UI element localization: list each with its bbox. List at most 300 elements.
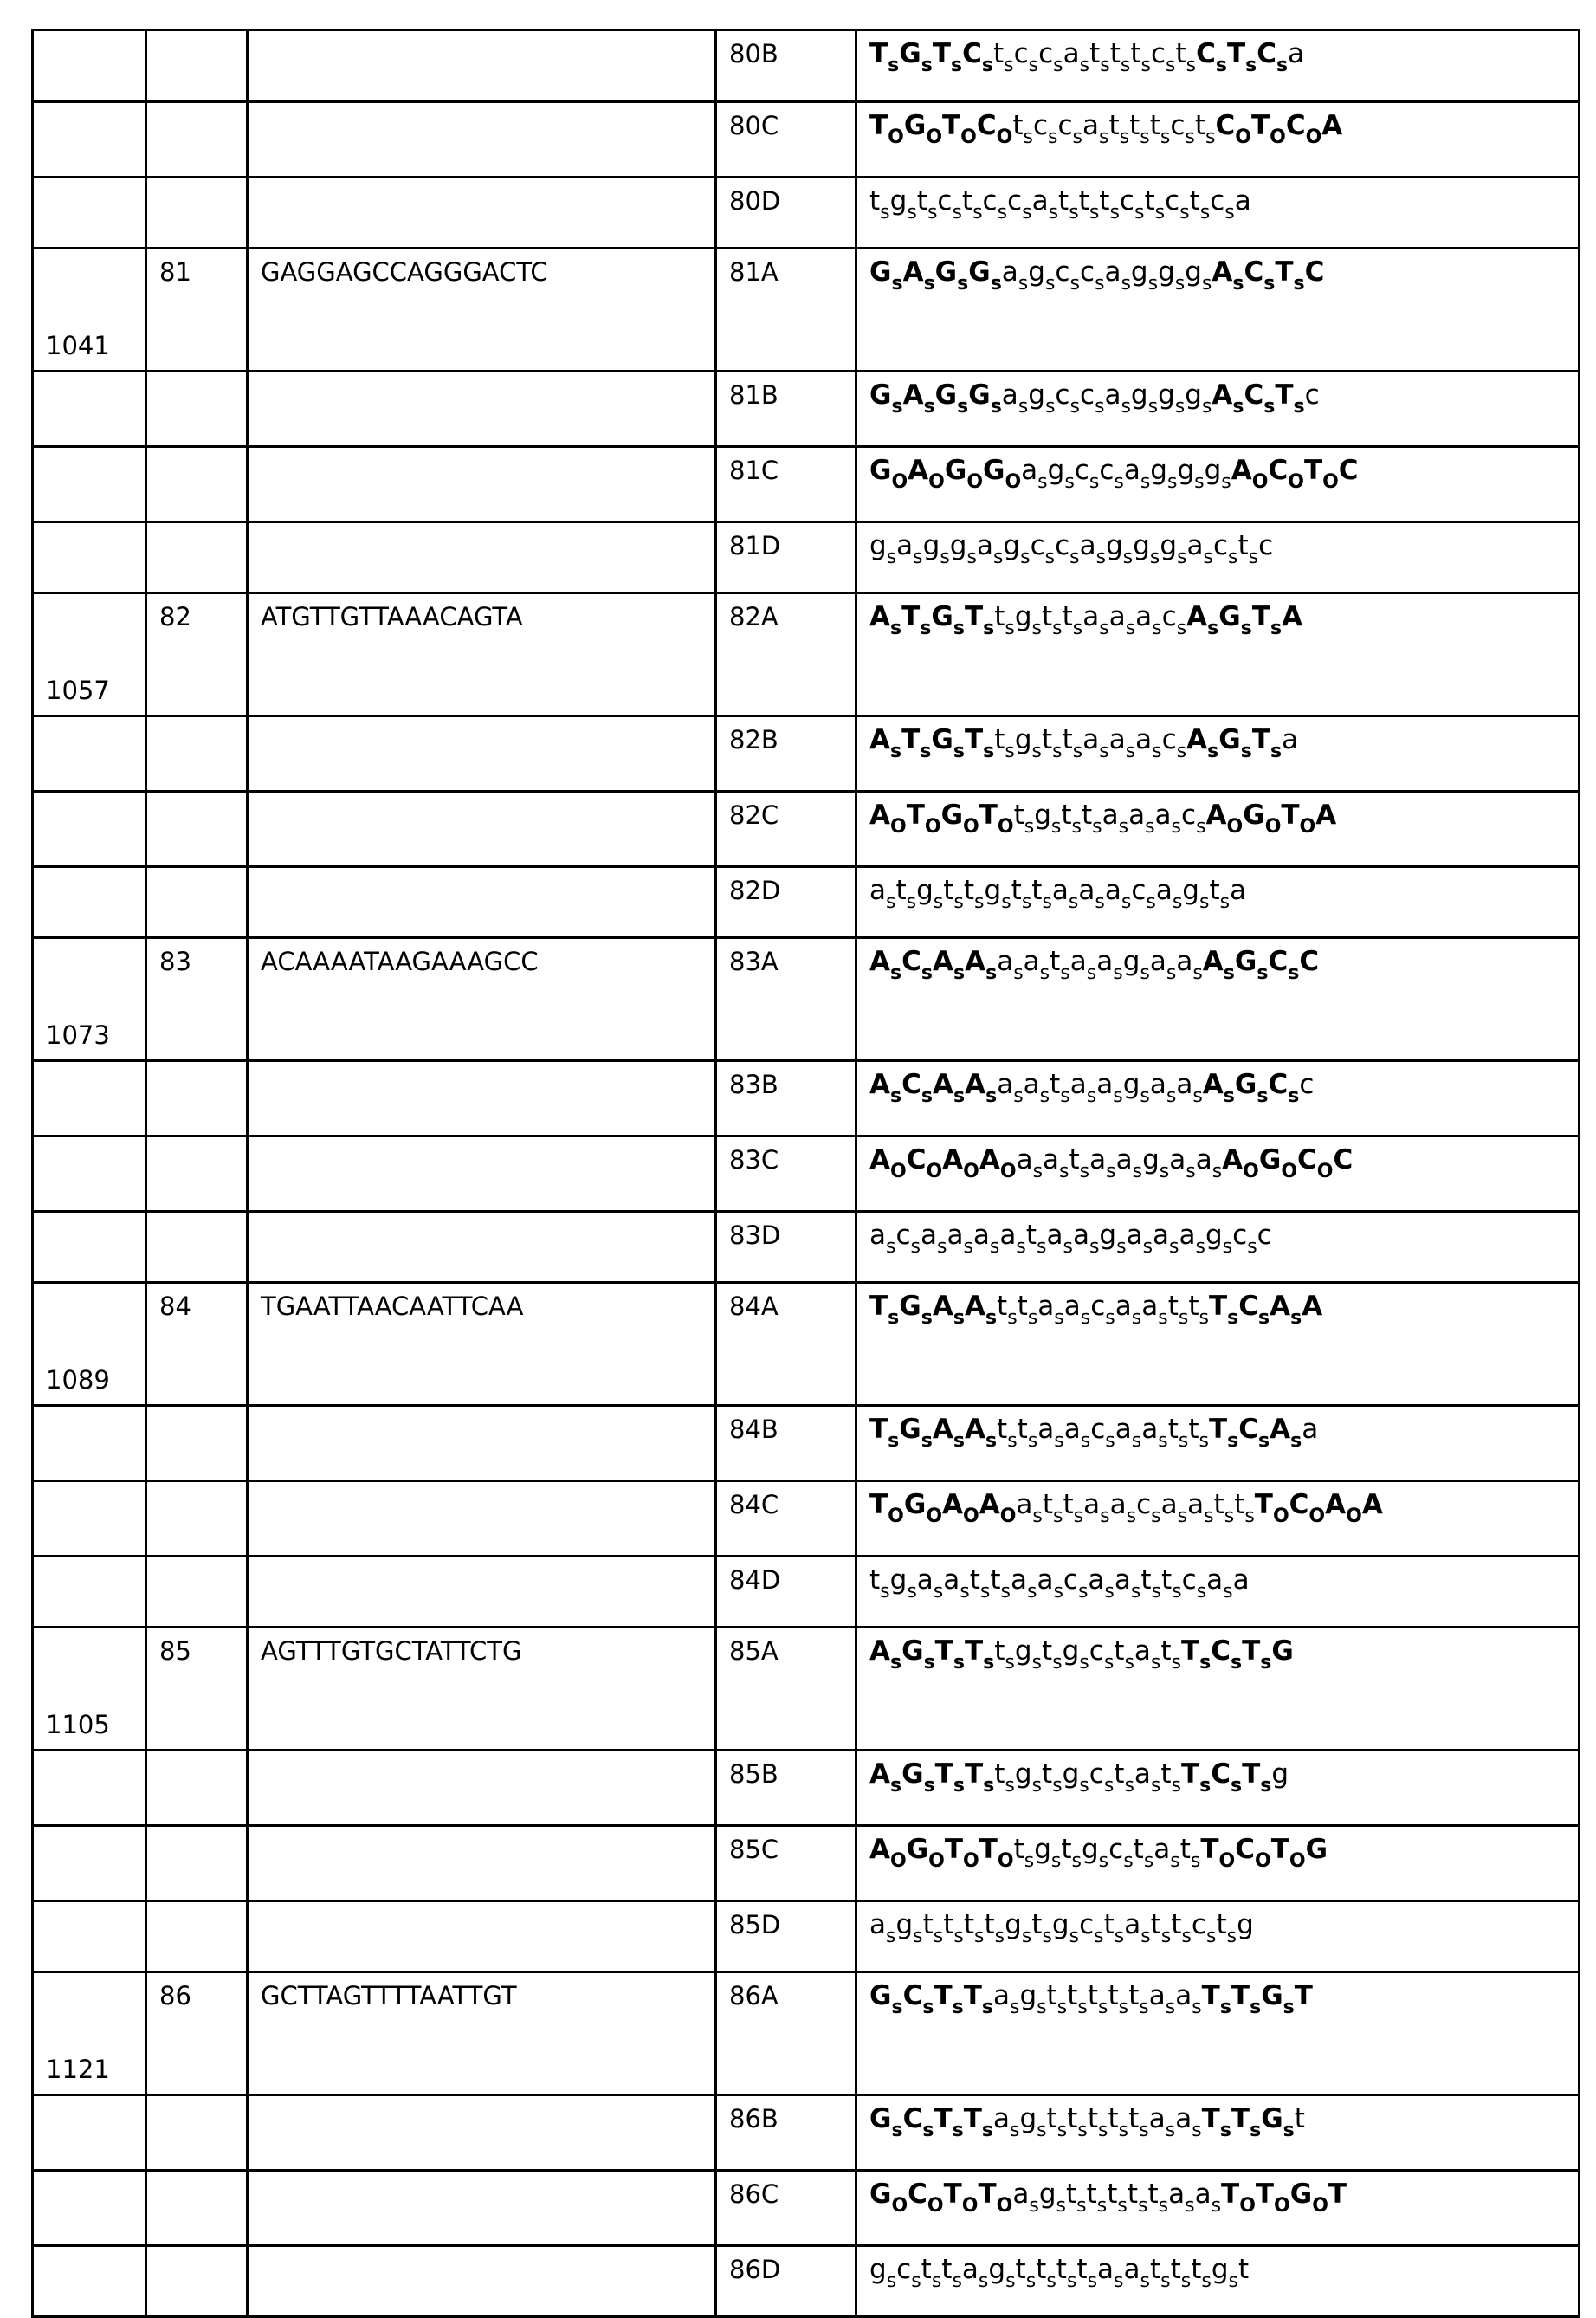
modified-sequence-cell <box>856 372 1580 447</box>
modified-sequence-cell <box>856 447 1580 522</box>
linkage-subscript: O <box>928 1850 945 1872</box>
linkage-subscript: s <box>891 1997 902 2018</box>
oligo-id-cell: 83D <box>716 1212 856 1283</box>
linkage-subscript: s <box>1105 1430 1115 1452</box>
nucleotide: c <box>1108 1834 1123 1865</box>
nucleotide: t <box>1161 1564 1172 1596</box>
linkage-subscript: s <box>1143 1236 1153 1258</box>
modified-sequence-cell <box>856 178 1580 249</box>
linkage-subscript: O <box>962 2195 979 2217</box>
oligo-number-cell <box>146 2246 248 2317</box>
nucleotide: a <box>1115 1564 1131 1596</box>
nucleotide: t <box>943 875 953 906</box>
linkage-subscript: s <box>1220 1997 1231 2018</box>
linkage-subscript: s <box>1178 1505 1187 1527</box>
nucleotide: t <box>1114 1758 1124 1790</box>
nucleotide: t <box>1168 1291 1179 1322</box>
nucleotide: G <box>1261 1980 1283 2011</box>
nucleotide: T <box>1255 1489 1273 1520</box>
target-sequence-cell <box>248 102 716 178</box>
target-sequence-cell <box>248 1212 716 1283</box>
modified-sequence-cell <box>856 867 1580 938</box>
nucleotide: T <box>965 1758 983 1790</box>
nucleotide: c <box>1099 455 1114 486</box>
nucleotide: c <box>1120 185 1134 217</box>
linkage-subscript: s <box>888 1307 899 1329</box>
linkage-subscript: s <box>1054 1307 1063 1329</box>
nucleotide: C <box>977 110 997 141</box>
nucleotide: C <box>1268 946 1288 977</box>
linkage-subscript: s <box>1138 2195 1147 2217</box>
linkage-subscript: s <box>1053 55 1063 76</box>
nucleotide: A <box>869 1144 890 1175</box>
nucleotide: T <box>869 38 888 69</box>
linkage-subscript: O <box>890 1161 907 1182</box>
oligo-id-cell: 83A <box>716 938 856 1061</box>
nucleotide: C <box>1244 256 1264 288</box>
linkage-subscript: s <box>1177 547 1186 568</box>
nucleotide: t <box>1191 2254 1201 2285</box>
linkage-subscript: s <box>980 1581 990 1603</box>
nucleotide: a <box>869 875 886 906</box>
nucleotide: t <box>1108 110 1119 141</box>
nucleotide: G <box>931 724 953 755</box>
nucleotide: t <box>1180 1834 1191 1865</box>
nucleotide: G <box>869 2103 891 2134</box>
nucleotide: c <box>1080 379 1095 411</box>
table-row <box>33 1406 1580 1481</box>
linkage-subscript: s <box>951 55 962 76</box>
nucleotide: g <box>1185 379 1202 411</box>
nucleotide: G <box>869 379 891 411</box>
nucleotide: A <box>903 379 924 411</box>
linkage-subscript: s <box>1166 962 1176 984</box>
nucleotide: T <box>965 1635 983 1667</box>
nucleotide: T <box>965 601 983 632</box>
linkage-subscript: s <box>937 1236 947 1258</box>
nucleotide: a <box>997 946 1013 977</box>
nucleotide: C <box>1334 1144 1354 1175</box>
linkage-subscript: s <box>1204 1505 1213 1527</box>
linkage-subscript: s <box>1172 816 1181 838</box>
oligo-id-cell: 80C <box>716 102 856 178</box>
linkage-subscript: s <box>1152 618 1161 639</box>
nucleotide: c <box>1136 1489 1151 1520</box>
linkage-subscript: O <box>1243 1161 1259 1182</box>
target-sequence-cell <box>248 1901 716 1972</box>
nucleotide: t <box>1067 2103 1077 2134</box>
linkage-subscript: s <box>1166 1997 1175 2018</box>
nucleotide: t <box>869 1564 880 1596</box>
nucleotide: c <box>896 2254 911 2285</box>
nucleotide: T <box>1181 1635 1199 1667</box>
modified-sequence-cell <box>856 1901 1580 1972</box>
seq-id-number-cell <box>33 1826 146 1901</box>
linkage-subscript: s <box>1140 962 1149 984</box>
nucleotide: g <box>1063 1635 1080 1667</box>
linkage-subscript: s <box>1069 891 1078 913</box>
table-row <box>33 938 1580 1061</box>
modified-sequence-cell <box>856 938 1580 1061</box>
nucleotide: c <box>1075 455 1089 486</box>
linkage-subscript: O <box>1270 126 1286 148</box>
nucleotide: a <box>1149 2103 1166 2134</box>
linkage-subscript: s <box>1005 2270 1015 2292</box>
linkage-subscript: s <box>1052 741 1062 762</box>
nucleotide: a <box>1109 724 1126 755</box>
nucleotide: T <box>944 2179 962 2210</box>
nucleotide: c <box>1192 1909 1206 1940</box>
nucleotide: G <box>899 1414 921 1445</box>
nucleotide: t <box>1295 2103 1305 2134</box>
oligo-number-cell <box>146 1212 248 1283</box>
target-sequence-cell: ACAAAATAAGAAAGCC <box>248 938 716 1061</box>
linkage-subscript: s <box>1134 202 1144 223</box>
nucleotide: T <box>935 1635 953 1667</box>
nucleotide: A <box>979 1489 1000 1520</box>
linkage-subscript: s <box>953 1430 965 1452</box>
linkage-subscript: s <box>927 202 937 223</box>
nucleotide: A <box>942 1489 963 1520</box>
nucleotide: t <box>1050 946 1060 977</box>
oligo-id-cell: 84A <box>716 1283 856 1406</box>
nucleotide: G <box>1290 2179 1312 2210</box>
modified-sequence-cell <box>856 1481 1580 1557</box>
oligo-number-cell <box>146 867 248 938</box>
nucleotide: c <box>1055 530 1069 561</box>
nucleotide: t <box>1018 1414 1028 1445</box>
linkage-subscript: s <box>1197 1581 1206 1603</box>
nucleotide: a <box>1233 1564 1250 1596</box>
linkage-subscript: O <box>1289 1850 1306 1872</box>
linkage-subscript: s <box>880 202 889 223</box>
nucleotide: a <box>1088 1564 1104 1596</box>
modified-sequence-cell <box>856 792 1580 867</box>
nucleotide: t <box>1076 2254 1087 2285</box>
linkage-subscript: s <box>1227 1307 1238 1329</box>
nucleotide: c <box>1170 110 1185 141</box>
nucleotide: g <box>916 875 934 906</box>
seq-id-number-cell <box>33 447 146 522</box>
linkage-subscript: s <box>1223 1236 1232 1258</box>
nucleotide: A <box>1222 1144 1243 1175</box>
table-row <box>33 792 1580 867</box>
linkage-subscript: s <box>1229 2270 1238 2292</box>
nucleotide: a <box>1156 875 1173 906</box>
linkage-subscript: s <box>982 55 993 76</box>
nucleotide: T <box>1271 1834 1289 1865</box>
nucleotide: g <box>1177 455 1194 486</box>
linkage-subscript: s <box>1045 396 1055 418</box>
target-sequence-cell: ATGTTGTTAAACAGTA <box>248 593 716 716</box>
nucleotide: t <box>1050 1069 1060 1100</box>
linkage-subscript: s <box>1133 1161 1142 1182</box>
linkage-subscript: s <box>1067 2270 1076 2292</box>
nucleotide: A <box>933 1291 953 1322</box>
nucleotide: a <box>1021 455 1037 486</box>
nucleotide: a <box>1153 1834 1170 1865</box>
linkage-subscript: s <box>1159 2195 1168 2217</box>
modified-sequence-cell <box>856 1136 1580 1212</box>
linkage-subscript: s <box>1105 1307 1115 1329</box>
seq-id-number-cell <box>33 716 146 792</box>
linkage-subscript: s <box>1013 1085 1023 1107</box>
nucleotide: t <box>1160 1758 1171 1790</box>
nucleotide: c <box>1182 1564 1197 1596</box>
linkage-subscript: s <box>1196 816 1205 838</box>
linkage-subscript: O <box>1005 471 1021 493</box>
linkage-subscript: s <box>1185 2195 1194 2217</box>
nucleotide: t <box>1063 601 1073 632</box>
linkage-subscript: s <box>1204 547 1213 568</box>
table-row <box>33 1972 1580 2095</box>
nucleotide: C <box>908 2179 927 2210</box>
nucleotide: g <box>1182 875 1199 906</box>
table-row <box>33 2095 1580 2171</box>
nucleotide: a <box>1134 1635 1151 1667</box>
target-sequence-cell <box>248 1406 716 1481</box>
oligo-id-cell: 86B <box>716 2095 856 2171</box>
nucleotide: t <box>1063 1489 1074 1520</box>
table-row <box>33 102 1580 178</box>
nucleotide: T <box>1295 1980 1313 2011</box>
linkage-subscript: s <box>1040 962 1050 984</box>
linkage-subscript: s <box>1020 547 1030 568</box>
linkage-subscript: O <box>963 1161 979 1182</box>
nucleotide: A <box>965 1414 985 1445</box>
linkage-subscript: s <box>1029 2195 1038 2217</box>
nucleotide: a <box>1134 1758 1151 1790</box>
linkage-subscript: s <box>1199 891 1209 913</box>
nucleotide: a <box>1115 1291 1132 1322</box>
nucleotide: t <box>1042 601 1052 632</box>
oligo-id-cell: 86D <box>716 2246 856 2317</box>
table-row <box>33 1751 1580 1826</box>
nucleotide: c <box>1057 110 1072 141</box>
linkage-subscript: s <box>1018 396 1028 418</box>
linkage-subscript: s <box>1010 2120 1019 2141</box>
nucleotide: g <box>1158 379 1175 411</box>
linkage-subscript: s <box>922 1997 934 2018</box>
linkage-subscript: s <box>1081 1430 1090 1452</box>
nucleotide: a <box>1187 530 1204 561</box>
nucleotide: a <box>943 1564 960 1596</box>
linkage-subscript: s <box>1166 1085 1176 1107</box>
nucleotide: a <box>917 1564 934 1596</box>
linkage-subscript: s <box>1181 1926 1191 1947</box>
nucleotide: G <box>1218 724 1240 755</box>
nucleotide: t <box>1016 2254 1026 2285</box>
linkage-subscript: O <box>1322 471 1339 493</box>
linkage-subscript: s <box>1053 1505 1063 1527</box>
linkage-subscript: O <box>925 816 941 838</box>
nucleotide: t <box>970 1564 980 1596</box>
linkage-subscript: s <box>953 891 963 913</box>
linkage-subscript: s <box>911 2270 921 2292</box>
linkage-subscript: s <box>921 1085 933 1107</box>
linkage-subscript: s <box>1079 1775 1089 1797</box>
nucleotide: T <box>1231 1980 1250 2011</box>
nucleotide: t <box>1238 2254 1249 2285</box>
nucleotide: t <box>923 1909 934 1940</box>
linkage-subscript: s <box>966 547 976 568</box>
table-row <box>33 1212 1580 1283</box>
nucleotide: A <box>933 946 953 977</box>
linkage-subscript: s <box>1089 202 1099 223</box>
nucleotide: G <box>983 455 1005 486</box>
nucleotide: g <box>1015 1635 1032 1667</box>
nucleotide: a <box>1161 1489 1178 1520</box>
oligo-id-cell: 80D <box>716 178 856 249</box>
nucleotide: T <box>934 1980 952 2011</box>
linkage-subscript: s <box>921 1430 933 1452</box>
nucleotide: t <box>997 1414 1007 1445</box>
linkage-subscript: s <box>1042 891 1051 913</box>
linkage-subscript: s <box>1032 618 1042 639</box>
nucleotide: T <box>1202 1980 1220 2011</box>
nucleotide: T <box>1304 455 1322 486</box>
linkage-subscript: s <box>1079 1652 1089 1674</box>
linkage-subscript: s <box>1158 1307 1167 1329</box>
nucleotide: a <box>1002 379 1018 411</box>
linkage-subscript: s <box>1151 1652 1160 1674</box>
target-sequence-cell: AGTTTGTGCTATTCTG <box>248 1628 716 1751</box>
nucleotide: a <box>999 1220 1016 1251</box>
linkage-subscript: s <box>913 1926 922 1947</box>
nucleotide: a <box>921 1220 937 1251</box>
linkage-subscript: s <box>1224 202 1234 223</box>
nucleotide: g <box>1271 1758 1289 1790</box>
linkage-subscript: s <box>1037 471 1047 493</box>
nucleotide: g <box>923 530 940 561</box>
linkage-subscript: s <box>1231 1652 1242 1674</box>
linkage-subscript: s <box>924 396 935 418</box>
nucleotide: T <box>978 2179 996 2210</box>
linkage-subscript: O <box>1306 126 1322 148</box>
nucleotide: c <box>1038 38 1053 69</box>
nucleotide: A <box>1231 455 1252 486</box>
linkage-subscript: s <box>1099 618 1108 639</box>
nucleotide: t <box>1108 2103 1118 2134</box>
nucleotide: a <box>1109 601 1126 632</box>
linkage-subscript: s <box>1073 741 1082 762</box>
nucleotide: t <box>994 601 1005 632</box>
linkage-subscript: s <box>1073 126 1082 148</box>
nucleotide: a <box>1282 724 1298 755</box>
linkage-subscript: s <box>1148 396 1158 418</box>
nucleotide: a <box>1037 1291 1054 1322</box>
nucleotide: g <box>869 2254 887 2285</box>
nucleotide: C <box>903 1980 923 2011</box>
linkage-subscript: s <box>1200 202 1210 223</box>
linkage-subscript: s <box>1013 962 1023 984</box>
linkage-subscript: s <box>1094 1926 1103 1947</box>
linkage-subscript: s <box>922 2120 934 2141</box>
linkage-subscript: s <box>1114 2270 1123 2292</box>
linkage-subscript: s <box>1166 55 1175 76</box>
linkage-subscript: s <box>1088 2270 1097 2292</box>
nucleotide: G <box>1271 1635 1293 1667</box>
nucleotide: t <box>1056 2254 1067 2285</box>
linkage-subscript: s <box>1140 1085 1149 1107</box>
linkage-subscript: s <box>1106 1161 1115 1182</box>
linkage-subscript: s <box>1032 1652 1042 1674</box>
nucleotide: t <box>1061 800 1071 831</box>
nucleotide: t <box>1031 875 1042 906</box>
seq-id-number-cell <box>33 1212 146 1283</box>
oligo-id-cell: 82A <box>716 593 856 716</box>
modified-sequence-cell <box>856 1406 1580 1481</box>
nucleotide: T <box>1242 1758 1260 1790</box>
target-sequence-cell <box>248 1481 716 1557</box>
nucleotide: g <box>1028 379 1045 411</box>
linkage-subscript: O <box>1252 471 1269 493</box>
linkage-subscript: s <box>1104 1581 1114 1603</box>
nucleotide: a <box>1037 1414 1054 1445</box>
linkage-subscript: s <box>1169 1236 1179 1258</box>
linkage-subscript: s <box>1064 471 1074 493</box>
nucleotide: T <box>1181 1758 1199 1790</box>
nucleotide: c <box>1090 1414 1105 1445</box>
nucleotide: t <box>962 185 972 217</box>
nucleotide: a <box>1096 1069 1113 1100</box>
linkage-subscript: s <box>1294 396 1305 418</box>
linkage-subscript: s <box>907 1581 916 1603</box>
nucleotide: t <box>1011 875 1022 906</box>
nucleotide: t <box>1089 38 1100 69</box>
oligo-id-cell: 84B <box>716 1406 856 1481</box>
linkage-subscript: s <box>1199 1430 1208 1452</box>
target-sequence-cell <box>248 2171 716 2246</box>
linkage-subscript: O <box>998 1850 1014 1872</box>
linkage-subscript: s <box>1069 1926 1079 1947</box>
linkage-subscript: s <box>1199 1652 1211 1674</box>
nucleotide: g <box>1160 530 1177 561</box>
linkage-subscript: s <box>1124 1652 1134 1674</box>
linkage-subscript: s <box>1241 741 1252 762</box>
nucleotide: a <box>993 1980 1010 2011</box>
linkage-subscript: s <box>1040 1085 1050 1107</box>
linkage-subscript: s <box>1132 1430 1141 1452</box>
nucleotide: a <box>1124 2254 1140 2285</box>
nucleotide: g <box>1131 379 1148 411</box>
nucleotide: C <box>1297 1144 1317 1175</box>
nucleotide: a <box>1110 1489 1127 1520</box>
target-sequence-cell <box>248 792 716 867</box>
linkage-subscript: s <box>1095 273 1104 295</box>
linkage-subscript: s <box>1224 962 1235 984</box>
linkage-subscript: s <box>1175 273 1185 295</box>
linkage-subscript: s <box>1152 741 1161 762</box>
linkage-subscript: O <box>890 1850 907 1872</box>
nucleotide: a <box>1064 1291 1081 1322</box>
nucleotide: G <box>899 38 921 69</box>
nucleotide: c <box>1210 185 1224 217</box>
oligo-id-cell: 85C <box>716 1826 856 1901</box>
target-sequence-cell: TGAATTAACAATTCAA <box>248 1283 716 1406</box>
nucleotide: g <box>1039 2179 1056 2210</box>
seq-id-number-cell <box>33 1751 146 1826</box>
nucleotide: A <box>933 1414 953 1445</box>
nucleotide: a <box>1046 1220 1063 1251</box>
linkage-subscript: s <box>891 2120 902 2141</box>
linkage-subscript: s <box>953 1926 963 1947</box>
nucleotide: t <box>1104 1909 1115 1940</box>
linkage-subscript: s <box>921 55 933 76</box>
linkage-subscript: s <box>1007 1307 1017 1329</box>
nucleotide: A <box>965 1291 985 1322</box>
nucleotide: G <box>968 256 990 288</box>
